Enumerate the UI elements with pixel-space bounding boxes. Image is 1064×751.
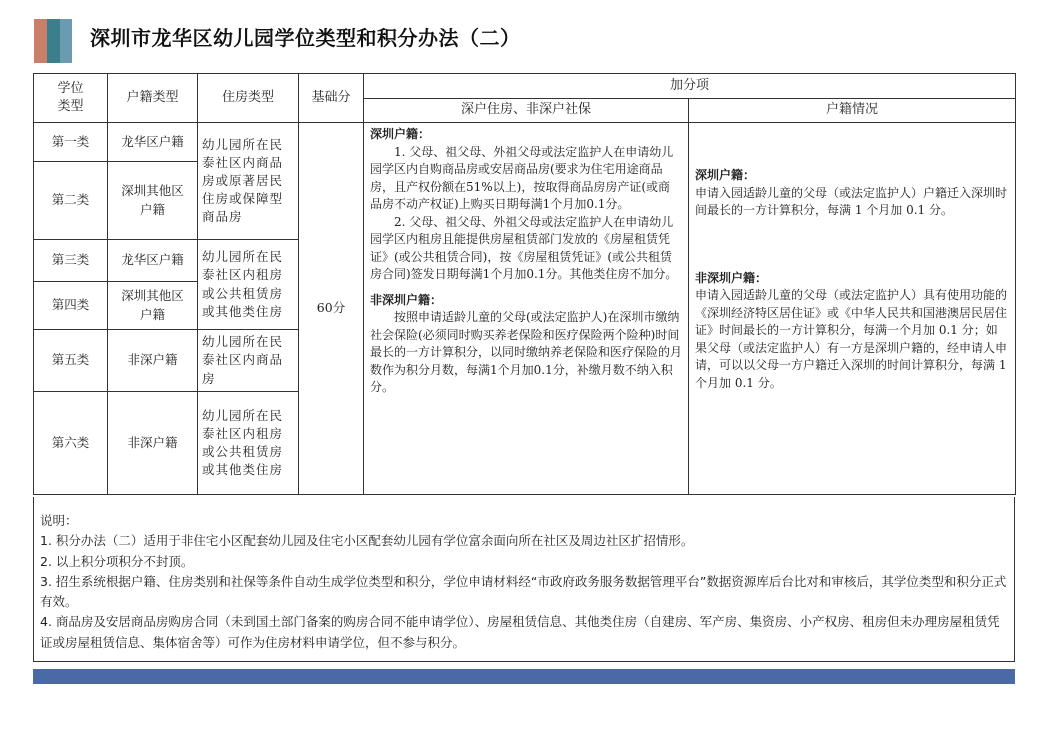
- note-item: 2. 以上积分项积分不封顶。: [40, 553, 194, 569]
- logo-stripe-3: [60, 19, 72, 63]
- header-type: 学位 类型: [34, 74, 108, 123]
- notes-heading: 说明：: [40, 513, 78, 528]
- row-type: 第四类: [34, 282, 108, 330]
- logo: [34, 19, 72, 63]
- table-row: [34, 123, 1016, 162]
- note-item: 4. 商品房及安居商品房购房合同（未到国土部门备案的购房合同不能申请学位）、房屋租赁信息、其他类住房（自建房、军产房、集资房、小产权房、租房但未办理房屋租赁凭证或房屋租赁信息、集体宿舍等）可作为住房材料申请学位，但不参与积分。: [40, 614, 1000, 650]
- housing-cell: 幼儿园所在民泰社区内商品房或原著居民住房或保障型商品房: [198, 123, 299, 240]
- logo-stripe-1: [34, 19, 47, 63]
- row-type: 第一类: [34, 123, 108, 162]
- nsz-rule-1: 按照申请适龄儿童的父母(或法定监护人)在深圳市缴纳社会保险(必须同时购买养老保险和医疗保险两个险种)时间最长的一方计算积分，以同时缴纳养老保险和医疗保险的月数作为积分月数，每满1个月加0.1分，补缴月数不纳入积分。: [370, 310, 683, 395]
- header-bonus-a: 深户住房、非深户社保: [364, 99, 689, 123]
- housing-cell: 幼儿园所在民泰社区内商品房: [198, 330, 299, 392]
- bottom-bar: [33, 669, 1015, 684]
- row-hukou: 龙华区户籍: [108, 123, 198, 162]
- nsz-heading: 非深圳户籍：: [370, 292, 443, 307]
- page-title: 深圳市龙华区幼儿园学位类型和积分办法（二）: [90, 26, 521, 50]
- housing-cell: 幼儿园所在民泰社区内租房或公共租赁房或其他类住房: [198, 240, 299, 330]
- header-housing: 住房类型: [198, 74, 299, 123]
- score-table: [33, 73, 1016, 495]
- logo-stripe-2: [47, 19, 60, 63]
- header-bonus-b: 户籍情况: [689, 99, 1016, 123]
- note-item: 1. 积分办法（二）适用于非住宅小区配套幼儿园及住宅小区配套幼儿园有学位富余面向所在社区及周边社区扩招情形。: [40, 533, 694, 549]
- bonus-hukou-cell: [689, 123, 1016, 495]
- row-type: 第二类: [34, 162, 108, 240]
- sz-heading: 深圳户籍：: [370, 127, 431, 141]
- row-type: 第五类: [34, 330, 108, 392]
- row-hukou: 龙华区户籍: [108, 240, 198, 282]
- base-score: 60分: [299, 123, 364, 495]
- notes-section: [33, 497, 1015, 662]
- header-bonus: 加分项: [364, 74, 1016, 99]
- hukou-nsz-heading: 非深圳户籍：: [695, 270, 768, 285]
- hukou-nsz-rule: 申请入园适龄儿童的父母（或法定监护人）具有使用功能的《深圳经济特区居住证》或《中华人民共和国港澳居民居住证》时间最长的一方计算积分，每满一个月加 0.1 分；如果父母（或法定监护人）有一方是深圳户籍的，经申请人申请，可以以父母一方户籍迁入深圳的时间计算积分，每满 1 个月加 0.1 分。: [695, 288, 1008, 390]
- sz-rule-2: 2. 父母、祖父母、外祖父母或法定监护人在申请幼儿园学区内租房且能提供房屋租赁部门发放的《房屋租赁凭证》(或公共租赁合同)，按《房屋租赁凭证》(或公共租赁房合同)签发日期每满1个月加0.1分。其他类住房不加分。: [370, 214, 678, 282]
- header-hukou: 户籍类型: [108, 74, 198, 123]
- row-type: 第六类: [34, 392, 108, 495]
- row-hukou: 非深户籍: [108, 392, 198, 495]
- row-hukou: 深圳其他区 户籍: [108, 282, 198, 330]
- row-hukou: 非深户籍: [108, 330, 198, 392]
- housing-cell: 幼儿园所在民泰社区内租房或公共租赁房或其他类住房: [198, 392, 299, 495]
- note-item: 3. 招生系统根据户籍、住房类别和社保等条件自动生成学位类型和积分，学位申请材料经“市政府政务服务数据管理平台”数据资源库后台比对和审核后，其学位类型和积分正式有效。: [40, 573, 1007, 609]
- row-hukou: 深圳其他区 户籍: [108, 162, 198, 240]
- header-row-1: [34, 74, 1016, 99]
- sz-rule-1: 1. 父母、祖父母、外祖父母或法定监护人在申请幼儿园学区内自购商品房或安居商品房(要求为住宅用途商品房，且产权份额在51%以上)，按取得商品房房产证(或商品房不动产权证)上购买日期每满1个月加0.1分。: [370, 144, 674, 212]
- hukou-sz-heading: 深圳户籍：: [695, 168, 756, 182]
- header-base: 基础分: [299, 74, 364, 123]
- row-type: 第三类: [34, 240, 108, 282]
- bonus-housing-cell: [364, 123, 689, 495]
- hukou-sz-rule: 申请入园适龄儿童的父母（或法定监护人）户籍迁入深圳时间最长的一方计算积分，每满 1 个月加 0.1 分。: [695, 185, 1008, 218]
